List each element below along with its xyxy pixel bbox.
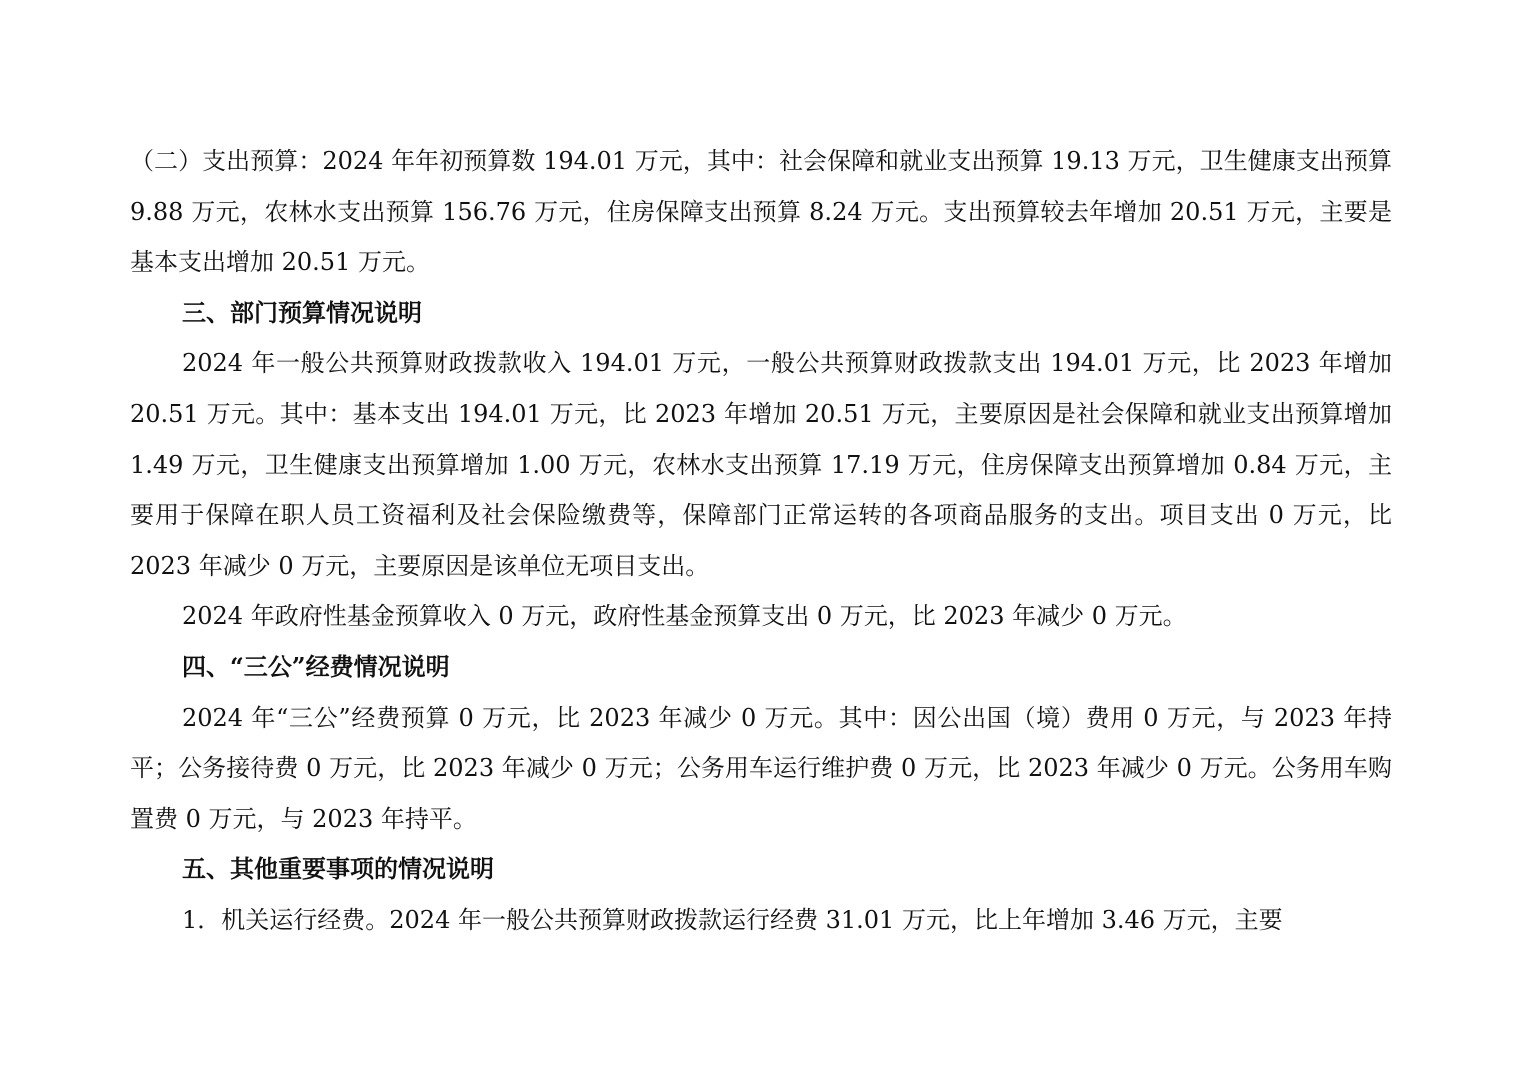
three-public-paragraph: 2024 年“三公”经费预算 0 万元，比 2023 年减少 0 万元。其中：因公出国（境）费用 0 万元，与 2023 年持平；公务接待费 0 万元，比 2023 年减少 0 万元；公务用车运行维护费 0 万元，比 2023 年减少 0 万元。公务用车购置费 0 万元，与 2023 年持平。 — [130, 703, 1392, 833]
government-fund-paragraph: 2024 年政府性基金预算收入 0 万元，政府性基金预算支出 0 万元，比 2023 年减少 0 万元。 — [182, 602, 1187, 631]
expenditure-budget-paragraph: （二）支出预算：2024 年年初预算数 194.01 万元，其中：社会保障和就业支出预算 19.13 万元，卫生健康支出预算 9.88 万元，农林水支出预算 156.76 万元，住房保障支出预算 8.24 万元。支出预算较去年增加 20.51 万元，主要是基本支出增加 20.51 万元。 — [130, 147, 1392, 277]
section-heading-three-public: 四、“三公”经费情况说明 — [182, 651, 450, 681]
section-heading-department-budget: 三、部门预算情况说明 — [182, 297, 422, 327]
section-heading-other-matters: 五、其他重要事项的情况说明 — [182, 854, 494, 884]
department-budget-paragraph: 2024 年一般公共预算财政拨款收入 194.01 万元，一般公共预算财政拨款支出 194.01 万元，比 2023 年增加 20.51 万元。其中：基本支出 194.01 万元，比 2023 年增加 20.51 万元，主要原因是社会保障和就业支出预算增加 1.49 万元，卫生健康支出预算增加 1.00 万元，农林水支出预算 17.19 万元，住房保障支出预算增加 0.84 万元，主要用于保障在职人员工资福利及社会保险缴费等，保障部门正常运转的各项商品服务的支出。项目支出 0 万元，比 2023 年减少 0 万元，主要原因是该单位无项目支出。 — [130, 349, 1392, 580]
document-body — [130, 136, 1392, 946]
operating-expense-paragraph: 1．机关运行经费。2024 年一般公共预算财政拨款运行经费 31.01 万元，比上年增加 3.46 万元，主要 — [182, 905, 1283, 934]
